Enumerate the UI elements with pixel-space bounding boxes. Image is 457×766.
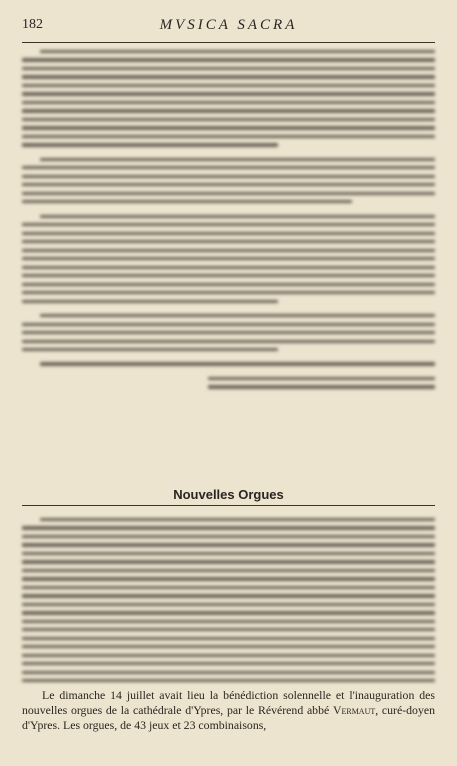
section-heading: Nouvelles Orgues xyxy=(173,487,284,502)
section-rule xyxy=(22,505,435,506)
paragraph-text: , curé-doyen d'Ypres. Les orgues, de 43 jeux et 23 combinaisons, xyxy=(22,703,435,733)
page-number: 182 xyxy=(22,17,43,32)
person-name: Vermaut xyxy=(332,703,376,718)
header-rule xyxy=(22,42,435,43)
paragraph-text: Le dimanche 14 juillet avait lieu la bénédiction solennelle et l'inauguration des nouvelles orgues de la cathédrale d'Ypres, par le Révérend abbé xyxy=(22,688,435,718)
journal-title: MVSICA SACRA xyxy=(159,16,298,33)
closing-paragraph xyxy=(22,688,435,734)
blurred-text-block xyxy=(22,50,435,458)
running-head xyxy=(22,10,435,40)
